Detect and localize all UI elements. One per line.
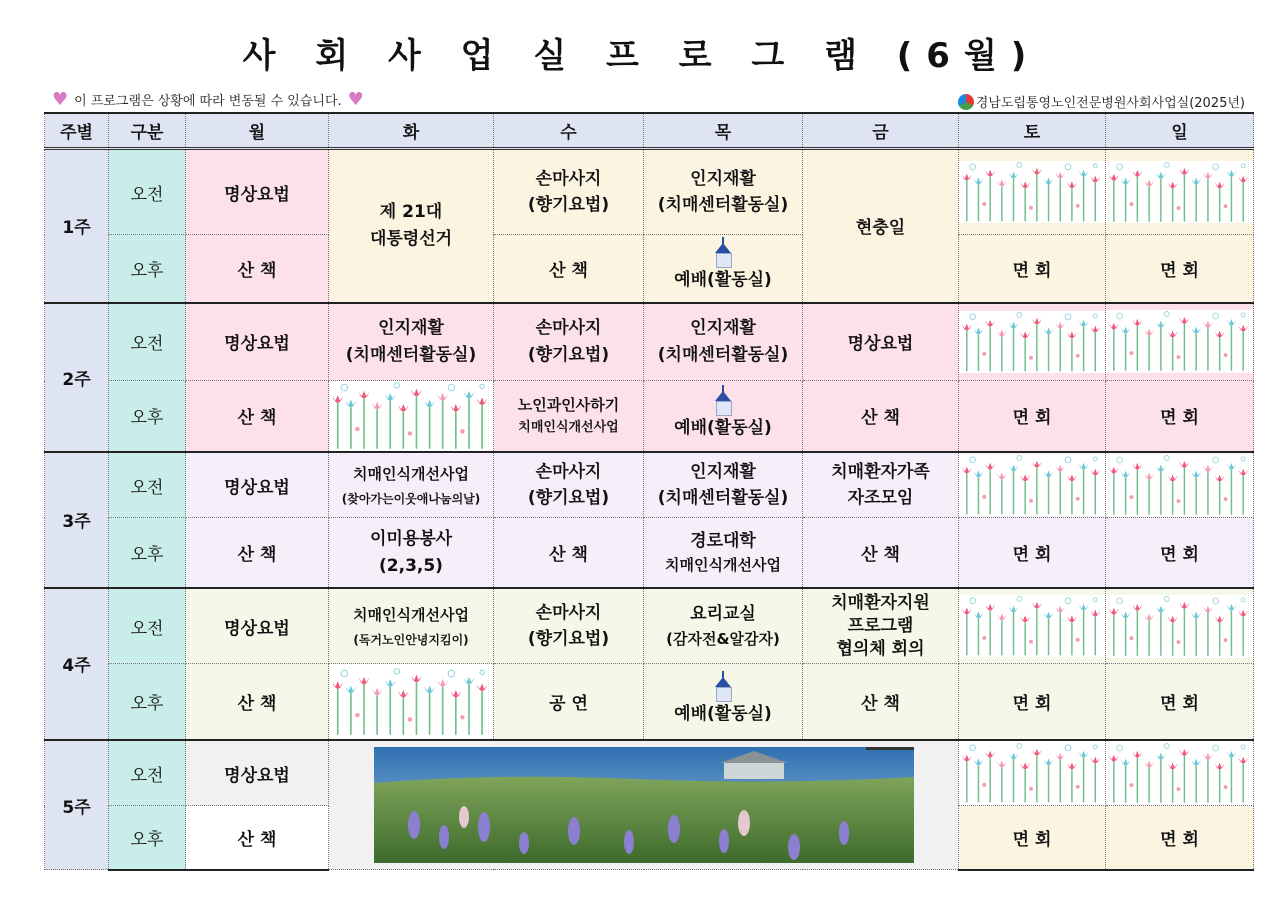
week-label: 5주: [45, 740, 109, 870]
cell-text: (향기요법): [527, 629, 610, 650]
cell-w1-fri: 현충일: [803, 149, 959, 303]
cell-w3-wed-pm: 산 책: [494, 518, 644, 588]
tulip-image: [1106, 161, 1253, 224]
slot-pm: 오후: [109, 381, 186, 452]
slot-pm: 오후: [109, 518, 186, 588]
page-title: 사 회 사 업 실 프 로 그 램 (6월): [242, 36, 1041, 76]
cell-w4-fri-am: [803, 588, 959, 664]
cell-text: 예배(활동실): [674, 703, 772, 724]
cell-text: (향기요법): [527, 195, 610, 215]
table-row: [45, 149, 1254, 235]
table-row: [45, 740, 1254, 806]
cell-w5-sun-pm: 면 회: [1106, 806, 1254, 870]
cell-w3-sat-am: [959, 452, 1106, 518]
tulip-image: [1106, 742, 1253, 805]
cell-w3-wed-am: [494, 452, 644, 518]
cell-text: 치매인식개선사업: [665, 556, 781, 575]
cell-text: 자조모임: [847, 488, 914, 509]
cell-w4-wed-pm: 공 연: [494, 664, 644, 740]
tulip-image: [959, 161, 1105, 223]
cell-w2-tue-pm: [329, 381, 494, 452]
cell-text: (찾아가는이웃애나눔의날): [341, 492, 481, 507]
cell-w3-sat-pm: 면 회: [959, 518, 1106, 588]
cell-text: (치매센터활동실): [657, 195, 789, 215]
week-label: 2주: [45, 303, 109, 452]
tulip-image: [1106, 454, 1253, 517]
cell-w3-mon-am: 명상요법: [186, 452, 329, 518]
cell-w3-tue-am: [329, 452, 494, 518]
header-wed: 수: [494, 113, 644, 149]
tulip-image: [959, 742, 1105, 804]
cell-w1-sat-pm: 면 회: [959, 235, 1106, 303]
header-tue: 화: [329, 113, 494, 149]
header-thu: 목: [644, 113, 803, 149]
cell-w2-sun-pm: 면 회: [1106, 381, 1254, 452]
cell-w2-sun-am: [1106, 303, 1254, 381]
cell-text: 치매환자지원: [831, 592, 930, 613]
table-row: [45, 664, 1254, 740]
cell-w3-thu-pm: [644, 518, 803, 588]
slot-pm: 오후: [109, 806, 186, 870]
hospital-logo-icon: [958, 94, 974, 110]
cell-w4-sat-am: [959, 588, 1106, 664]
slot-am: 오전: [109, 149, 186, 235]
table-row: [45, 235, 1254, 303]
cell-w2-wed-pm: [494, 381, 644, 452]
cell-w3-sun-pm: 면 회: [1106, 518, 1254, 588]
cell-text: 치매인식개선사업: [518, 419, 619, 435]
cell-w1-mon-am: 명상요법: [186, 149, 329, 235]
table-row: [45, 588, 1254, 664]
cell-text: (감자전&알감자): [666, 629, 780, 648]
cell-w4-fri-pm: 산 책: [803, 664, 959, 740]
cell-w4-sat-pm: 면 회: [959, 664, 1106, 740]
cell-text: 인지재활: [690, 168, 756, 189]
tulip-image: [959, 311, 1105, 373]
cell-text: (치매센터활동실): [657, 344, 789, 365]
header-fri: 금: [803, 113, 959, 149]
tulip-image: [329, 381, 493, 451]
cell-text: 예배(활동실): [674, 270, 772, 291]
cell-w1-tue: [329, 149, 494, 303]
organization-text: 경남도립통영노인전문병원사회사업실(2025년): [975, 96, 1245, 111]
cell-text: 이미용봉사: [369, 529, 453, 550]
cell-w1-sat-am: [959, 149, 1106, 235]
cell-w4-tue-am: [329, 588, 494, 664]
cell-w5-mon-am: 명상요법: [186, 740, 329, 806]
cell-w2-thu-pm: [644, 381, 803, 452]
cell-w1-wed-am: [494, 149, 644, 235]
cell-text: 인지재활: [378, 318, 444, 339]
cell-text: 손마사지: [535, 318, 602, 339]
cell-w5-photo: [329, 740, 959, 870]
cell-text: (치매센터활동실): [345, 344, 477, 365]
cell-w1-thu-pm: [644, 235, 803, 303]
cell-text: 제 21대: [379, 202, 443, 223]
table-row: [45, 518, 1254, 588]
cell-w3-thu-am: [644, 452, 803, 518]
cell-text: 손마사지: [535, 168, 602, 189]
cell-w4-wed-am: [494, 588, 644, 664]
slot-am: 오전: [109, 588, 186, 664]
slot-am: 오전: [109, 452, 186, 518]
cell-w2-sat-am: [959, 303, 1106, 381]
cell-text: 치매인식개선사업: [353, 465, 469, 484]
church-icon: [693, 677, 753, 701]
cell-w1-wed-pm: 산 책: [494, 235, 644, 303]
cell-w2-fri-am: 명상요법: [803, 303, 959, 381]
church-icon: [693, 243, 753, 267]
cell-w4-mon-am: 명상요법: [186, 588, 329, 664]
cell-w5-sat-pm: 면 회: [959, 806, 1106, 870]
header-slot: 구분: [109, 113, 186, 149]
cell-w5-sun-am: [1106, 740, 1254, 806]
cell-w1-mon-pm: 산 책: [186, 235, 329, 303]
table-row: [45, 452, 1254, 518]
header-sun: 일: [1106, 113, 1254, 149]
cell-text: 손마사지: [535, 461, 602, 482]
cell-text: 프로그램: [847, 615, 914, 636]
cell-w4-tue-pm: [329, 664, 494, 740]
tulip-image: [329, 667, 493, 737]
week-label: 1주: [45, 149, 109, 303]
heart-icon: ♥: [347, 88, 364, 110]
cell-w5-mon-pm: 산 책: [186, 806, 329, 870]
tulip-image: [959, 454, 1105, 516]
cell-text: (치매센터활동실): [657, 488, 789, 509]
cell-w3-fri-pm: 산 책: [803, 518, 959, 588]
cell-w1-thu-am: [644, 149, 803, 235]
cell-text: (향기요법): [527, 344, 610, 365]
cell-text: 인지재활: [690, 318, 756, 339]
cell-w4-thu-am: [644, 588, 803, 664]
cell-text: (독거노인안녕지킴이): [353, 633, 469, 648]
cell-text: 협의체 회의: [836, 638, 925, 659]
cell-text: (2,3,5): [379, 555, 443, 576]
cell-text: 손마사지: [535, 602, 602, 623]
cell-text: 경로대학: [690, 530, 756, 551]
table-row: [45, 303, 1254, 381]
cell-text: 요리교실: [690, 604, 756, 625]
cell-w4-mon-pm: 산 책: [186, 664, 329, 740]
table-row: [45, 381, 1254, 452]
cell-w2-thu-am: [644, 303, 803, 381]
header-week: 주별: [45, 113, 109, 149]
cell-w3-sun-am: [1106, 452, 1254, 518]
cell-w4-sun-pm: 면 회: [1106, 664, 1254, 740]
cell-text: (향기요법): [527, 488, 610, 509]
tulip-image: [1106, 595, 1253, 658]
landscape-photo: [374, 747, 914, 863]
tulip-image: [959, 595, 1105, 657]
notice: [52, 90, 364, 109]
cell-w2-tue-am: [329, 303, 494, 381]
cell-text: 치매환자가족: [831, 461, 930, 482]
church-icon: [693, 391, 753, 415]
cell-w4-sun-am: [1106, 588, 1254, 664]
header-mon: 월: [186, 113, 329, 149]
cell-w2-wed-am: [494, 303, 644, 381]
cell-w4-thu-pm: [644, 664, 803, 740]
cell-w5-sat-am: [959, 740, 1106, 806]
heart-icon: ♥: [52, 88, 69, 110]
cell-w1-sun-am: [1106, 149, 1254, 235]
cell-text: 인지재활: [690, 461, 756, 482]
cell-text: 예배(활동실): [674, 417, 772, 438]
week-label: 4주: [45, 588, 109, 740]
cell-w2-fri-pm: 산 책: [803, 381, 959, 452]
header-row: [45, 113, 1254, 149]
cell-w2-mon-pm: 산 책: [186, 381, 329, 452]
slot-pm: 오후: [109, 235, 186, 303]
schedule-table: [44, 112, 1254, 871]
cell-w3-mon-pm: 산 책: [186, 518, 329, 588]
header-sat: 토: [959, 113, 1106, 149]
cell-w2-mon-am: 명상요법: [186, 303, 329, 381]
tulip-image: [1106, 310, 1253, 373]
slot-pm: 오후: [109, 664, 186, 740]
slot-am: 오전: [109, 740, 186, 806]
cell-text: 노인과인사하기: [517, 396, 620, 415]
week-label: 3주: [45, 452, 109, 588]
cell-w2-sat-pm: 면 회: [959, 381, 1106, 452]
notice-text: 이 프로그램은 상황에 따라 변동될 수 있습니다.: [74, 94, 342, 109]
slot-am: 오전: [109, 303, 186, 381]
cell-w3-tue-pm: [329, 518, 494, 588]
cell-w3-fri-am: [803, 452, 959, 518]
cell-text: 대통령선거: [369, 228, 453, 249]
cell-w1-sun-pm: 면 회: [1106, 235, 1254, 303]
cell-text: 치매인식개선사업: [353, 606, 469, 625]
organization: [958, 92, 1245, 111]
